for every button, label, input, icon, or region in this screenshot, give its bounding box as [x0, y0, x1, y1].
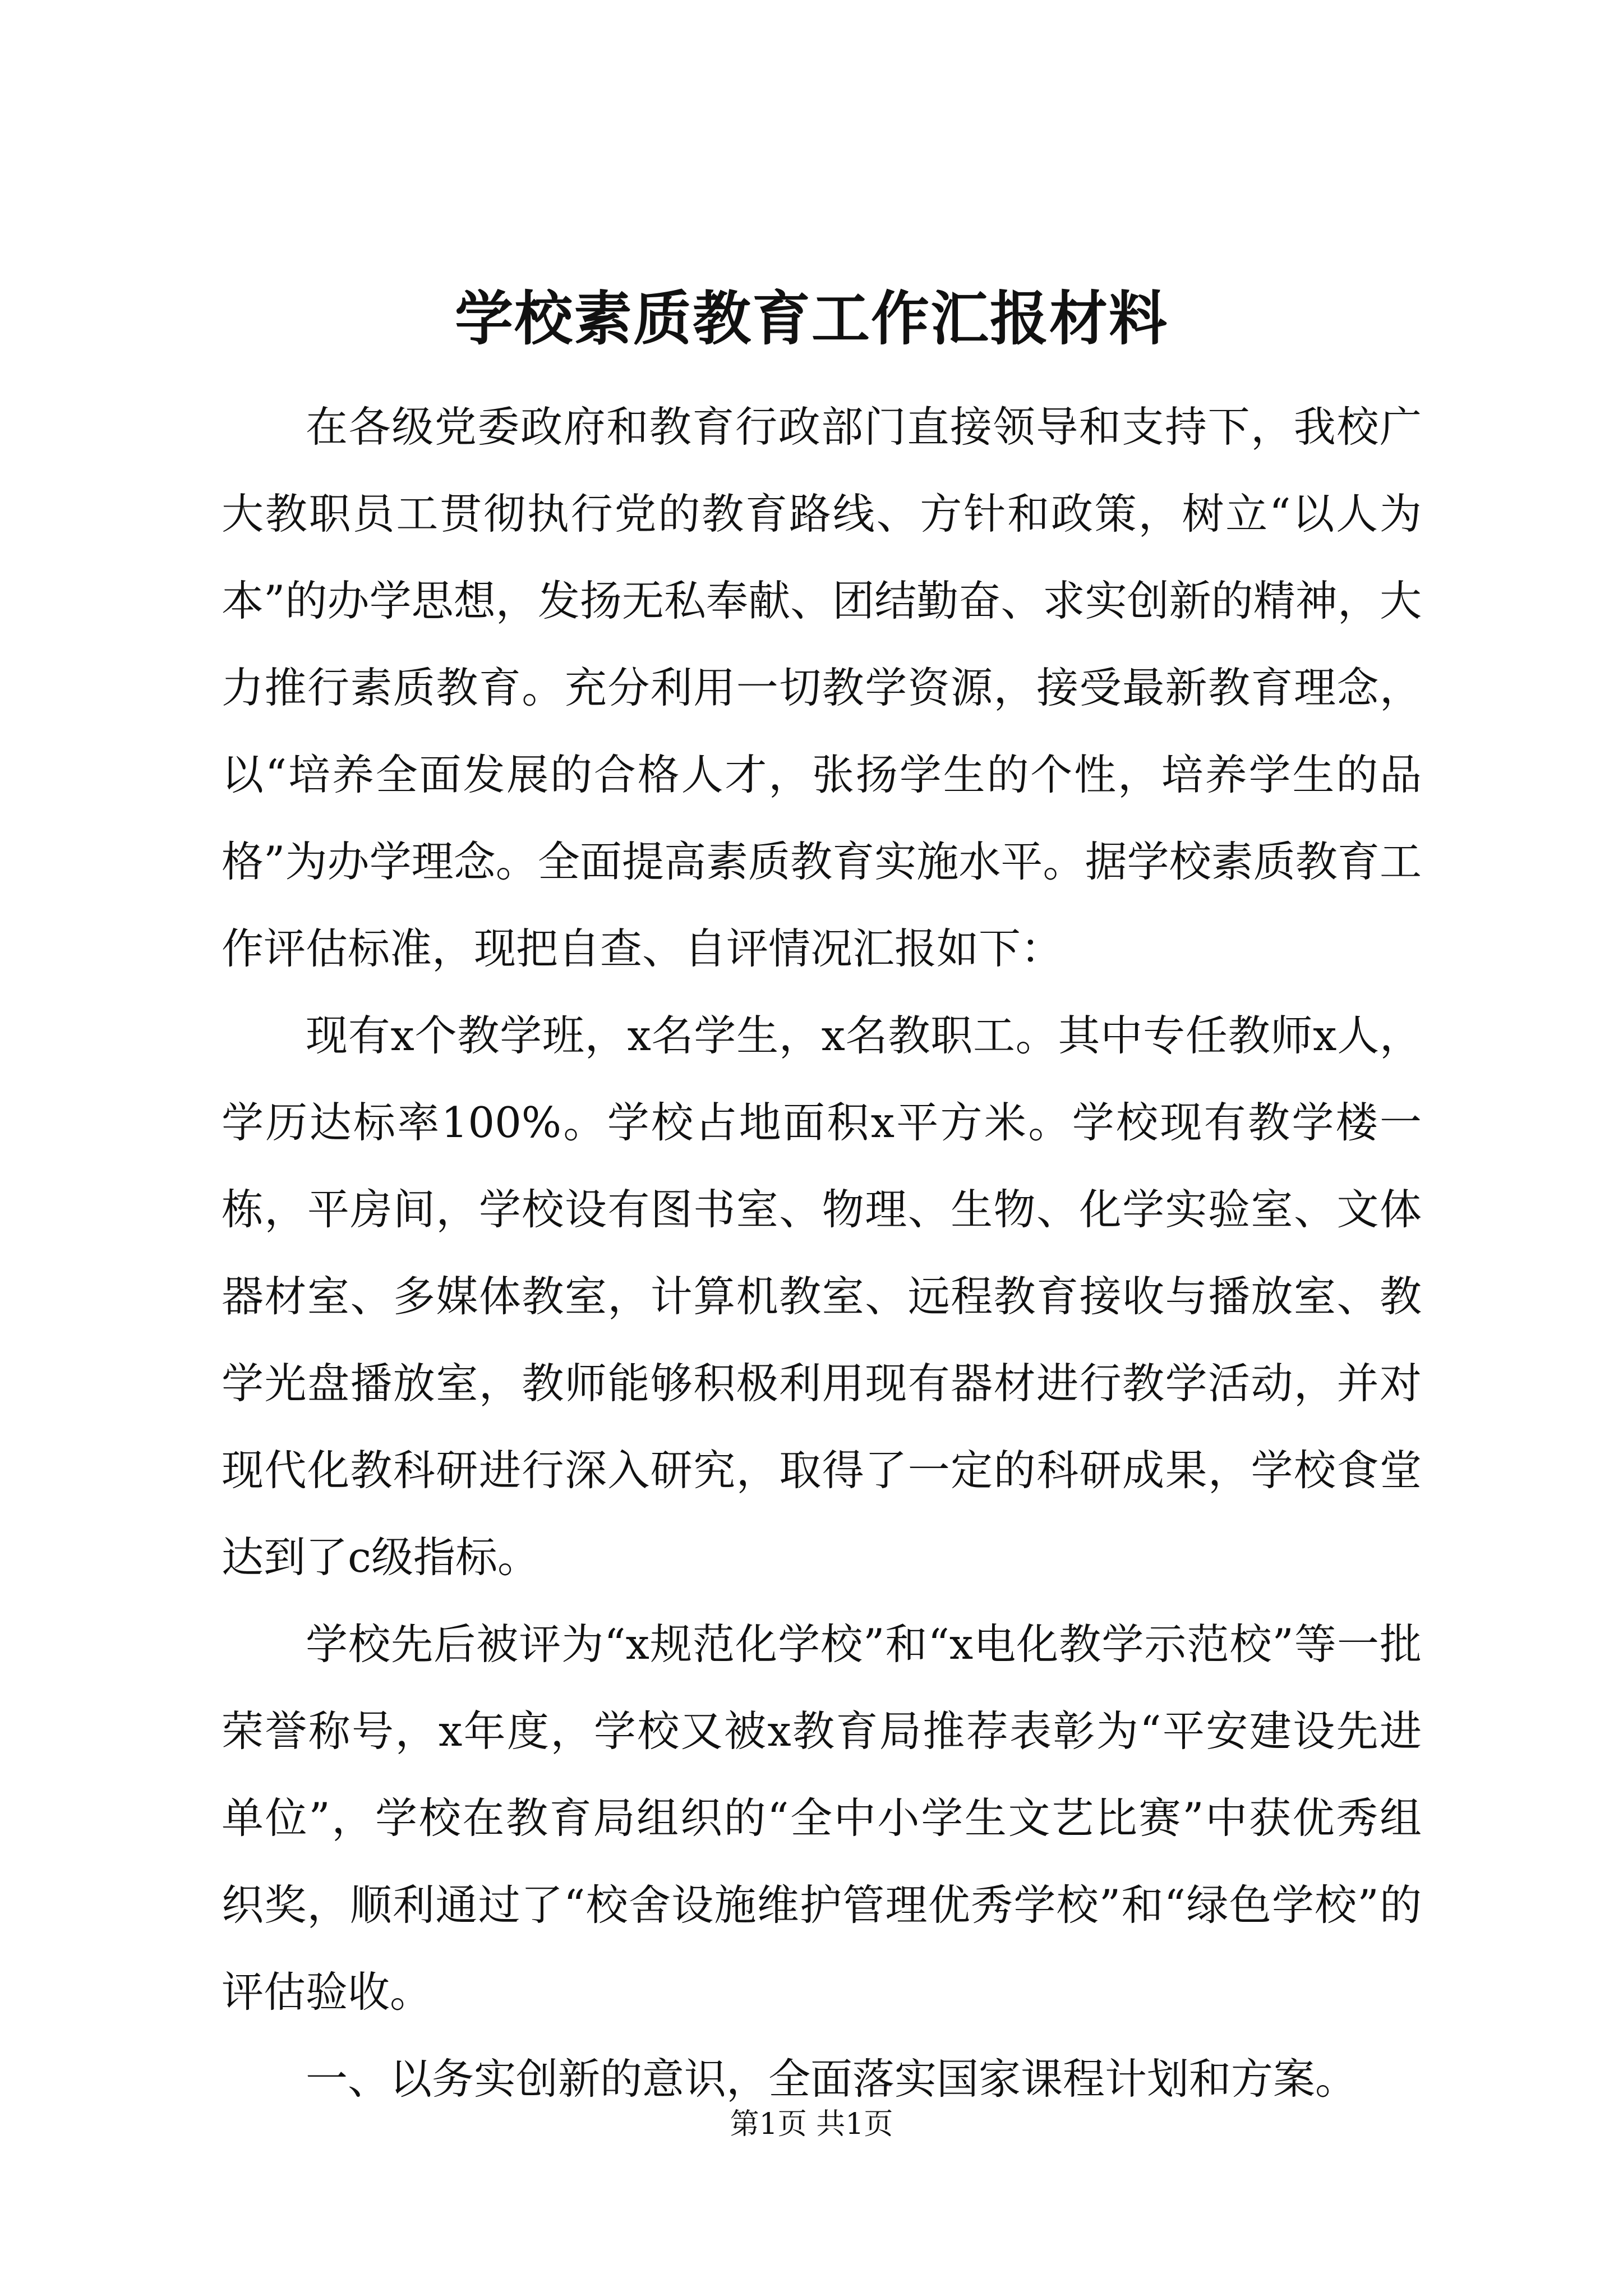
- paragraph-intro: 在各级党委政府和教育行政部门直接领导和支持下，我校广大教职员工贯彻执行党的教育路线、方针和政策，树立“以人为本”的办学思想，发扬无私奉献、团结勤奋、求实创新的精神，大力推行素质教育。充分利用一切教学资源，接受最新教育理念，以“培养全面发展的合格人才，张扬学生的个性，培养学生的品格”为办学理念。全面提高素质教育实施水平。据学校素质教育工作评估标准，现把自查、自评情况汇报如下：: [222, 402, 1422, 973]
- document-body: [222, 384, 1422, 2123]
- paragraph-section-one-heading: 一、以务实创新的意识，全面落实国家课程计划和方案。: [306, 2054, 1358, 2104]
- paragraph-honors: 学校先后被评为“x规范化学校”和“x电化教学示范校”等一批荣誉称号，x年度，学校又被x教育局推荐表彰为“平安建设先进单位”，学校在教育局组织的“全中小学生文艺比赛”中获优秀组织奖，顺利通过了“校舍设施维护管理优秀学校”和“绿色学校”的评估验收。: [222, 1619, 1422, 2017]
- paragraph-school-overview: 现有x个教学班，x名学生，x名教职工。其中专任教师x人，学历达标率100%。学校占地面积x平方米。学校现有教学楼一栋，平房间，学校设有图书室、物理、生物、化学实验室、文体器材室、多媒体教室，计算机教室、远程教育接收与播放室、教学光盘播放室，教师能够积极利用现有器材进行教学活动，并对现代化教科研进行深入研究，取得了一定的科研成果，学校食堂达到了c级指标。: [222, 1011, 1422, 1582]
- page-footer: 第1页 共1页: [730, 2108, 893, 2141]
- document-title: 学校素质教育工作汇报材料: [454, 284, 1168, 353]
